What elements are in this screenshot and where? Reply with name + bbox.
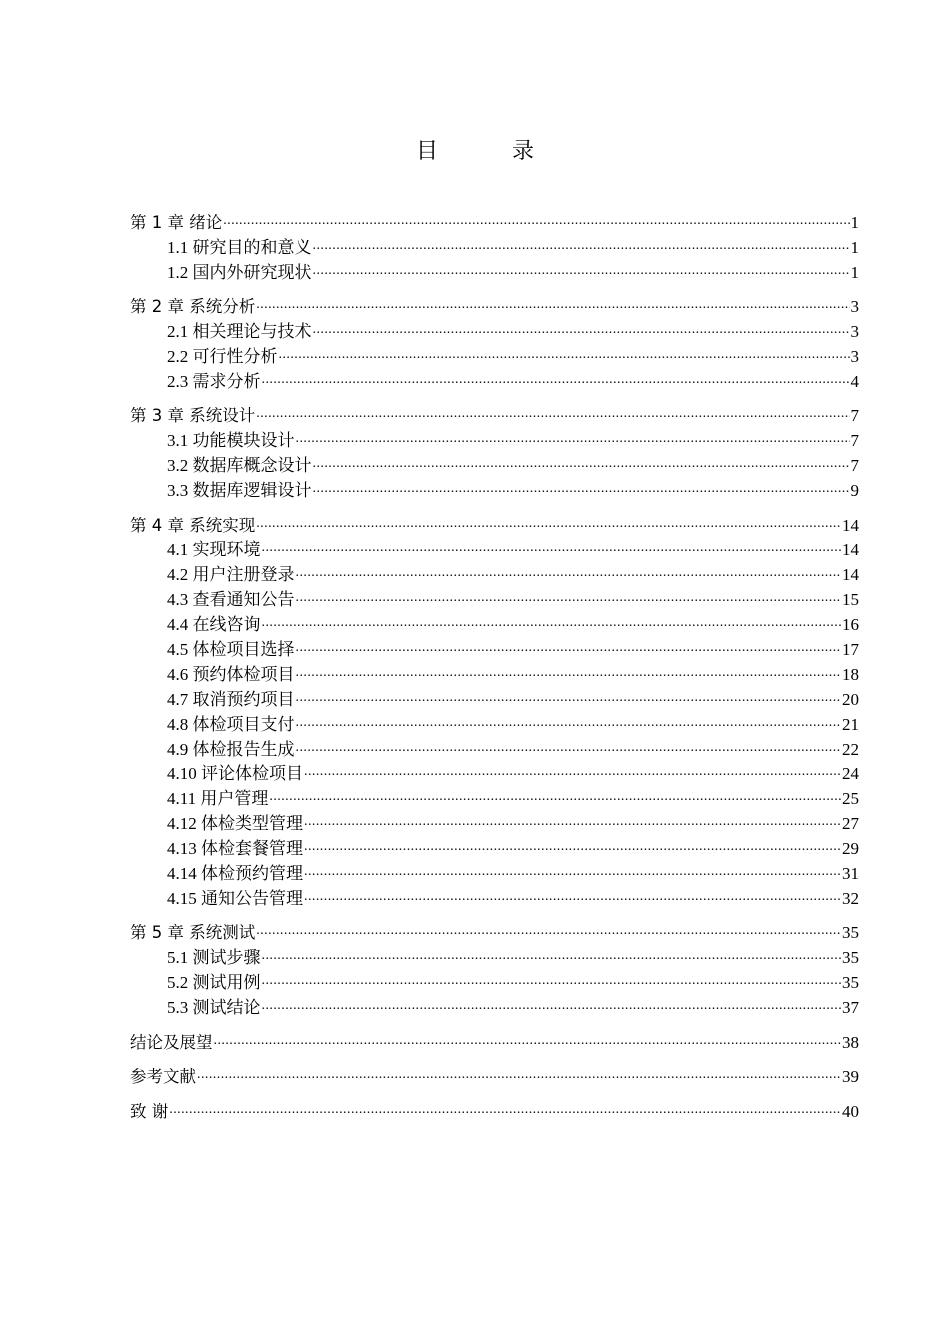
- toc-section-entry[interactable]: [130, 859, 859, 884]
- toc-entry-label: 4.7 取消预约项目: [167, 689, 295, 709]
- toc-chapter-entry[interactable]: [130, 208, 859, 233]
- toc-chapter-entry[interactable]: [130, 1028, 859, 1053]
- dot-leader: [313, 451, 850, 471]
- dot-leader: [262, 943, 842, 963]
- toc-page-number: 27: [842, 814, 859, 834]
- toc-entry-label: 4.8 体检项目支付: [167, 714, 295, 734]
- toc-page-number: 37: [842, 998, 859, 1018]
- dot-leader: [313, 258, 850, 278]
- toc-page-number: 35: [842, 948, 859, 968]
- dot-leader: [262, 367, 850, 387]
- toc-page-number: 3: [850, 322, 859, 342]
- toc-section-entry[interactable]: [130, 635, 859, 660]
- toc-entry-label: 3.2 数据库概念设计: [167, 456, 312, 476]
- toc-page-number: 1: [850, 237, 859, 257]
- toc-page-number: 39: [842, 1067, 859, 1087]
- dot-leader: [304, 884, 841, 904]
- toc-entry-label: 4.9 体检报告生成: [167, 739, 295, 759]
- dot-leader: [262, 993, 842, 1013]
- toc-page-number: 15: [842, 590, 859, 610]
- toc-page-number: 24: [842, 764, 859, 784]
- toc-entry-label: 1.1 研究目的和意义: [167, 237, 312, 257]
- toc-entry-label: 4.10 评论体检项目: [167, 764, 303, 784]
- toc-section-entry[interactable]: [130, 710, 859, 735]
- toc-page-number: 14: [842, 540, 859, 560]
- toc-entry-label: 5.1 测试步骤: [167, 948, 261, 968]
- toc-chapter-entry[interactable]: [130, 511, 859, 536]
- toc-entry-label: 2.3 需求分析: [167, 371, 261, 391]
- toc-entry-label: 4.15 通知公告管理: [167, 888, 303, 908]
- toc-section-entry[interactable]: [130, 834, 859, 859]
- dot-leader: [296, 560, 842, 580]
- toc-entry-label: 4.14 体检预约管理: [167, 864, 303, 884]
- toc-entry-label: 4.1 实现环境: [167, 540, 261, 560]
- toc-page-number: 16: [842, 615, 859, 635]
- dot-leader: [304, 834, 841, 854]
- dot-leader: [296, 426, 850, 446]
- toc-page-number: 35: [842, 923, 859, 943]
- dot-leader: [313, 317, 850, 337]
- table-of-contents: [130, 208, 859, 1121]
- dot-leader: [223, 208, 849, 228]
- toc-entry-label: 4.11 用户管理: [167, 789, 269, 809]
- toc-page-number: 18: [842, 664, 859, 684]
- dot-leader: [304, 809, 841, 829]
- dot-leader: [313, 233, 850, 253]
- toc-chapter-entry[interactable]: [130, 918, 859, 943]
- toc-entry-label: 2.2 可行性分析: [167, 347, 278, 367]
- toc-section-entry[interactable]: [130, 660, 859, 685]
- toc-section-entry[interactable]: [130, 943, 859, 968]
- dot-leader: [256, 511, 841, 531]
- toc-page-number: 1: [850, 262, 859, 282]
- toc-page-number: 31: [842, 864, 859, 884]
- toc-page-number: 29: [842, 839, 859, 859]
- toc-page-number: 32: [842, 888, 859, 908]
- toc-page-number: 25: [842, 789, 859, 809]
- dot-leader: [304, 859, 841, 879]
- toc-page-number: 7: [850, 456, 859, 476]
- toc-page-number: 1: [850, 213, 859, 232]
- toc-section-entry[interactable]: [130, 968, 859, 993]
- dot-leader: [197, 1062, 841, 1082]
- toc-section-entry[interactable]: [130, 258, 859, 283]
- toc-page-number: 3: [850, 347, 859, 367]
- dot-leader: [269, 784, 841, 804]
- toc-section-entry[interactable]: [130, 585, 859, 610]
- toc-entry-label: 3.3 数据库逻辑设计: [167, 481, 312, 501]
- toc-section-entry[interactable]: [130, 451, 859, 476]
- toc-entry-label: 2.1 相关理论与技术: [167, 322, 312, 342]
- dot-leader: [256, 918, 841, 938]
- toc-entry-label: 3.1 功能模块设计: [167, 431, 295, 451]
- toc-chapter-entry[interactable]: [130, 1062, 859, 1087]
- toc-page-number: 35: [842, 973, 859, 993]
- toc-section-entry[interactable]: [130, 784, 859, 809]
- toc-page-number: 21: [842, 714, 859, 734]
- toc-entry-label: 致 谢: [130, 1101, 169, 1121]
- toc-page-number: 22: [842, 739, 859, 759]
- toc-entry-label: 4.5 体检项目选择: [167, 640, 295, 660]
- toc-section-entry[interactable]: [130, 735, 859, 760]
- dot-leader: [256, 401, 849, 421]
- dot-leader: [296, 635, 842, 655]
- dot-leader: [296, 585, 842, 605]
- toc-entry-label: 结论及展望: [130, 1032, 213, 1052]
- toc-page-number: 4: [850, 371, 859, 391]
- toc-page-number: 20: [842, 689, 859, 709]
- toc-entry-label: 4.4 在线咨询: [167, 615, 261, 635]
- toc-entry-label: 第 2 章 系统分析: [130, 297, 256, 317]
- dot-leader: [296, 735, 842, 755]
- toc-page-number: 3: [850, 297, 859, 317]
- toc-chapter-entry[interactable]: [130, 1097, 859, 1122]
- toc-section-entry[interactable]: [130, 993, 859, 1018]
- dot-leader: [169, 1097, 841, 1117]
- toc-chapter-entry[interactable]: [130, 401, 859, 426]
- toc-section-entry[interactable]: [130, 317, 859, 342]
- toc-section-entry[interactable]: [130, 610, 859, 635]
- toc-page-number: 40: [842, 1101, 859, 1121]
- toc-page-number: 14: [842, 565, 859, 585]
- dot-leader: [296, 685, 842, 705]
- toc-page-number: 9: [850, 481, 859, 501]
- dot-leader: [313, 476, 850, 496]
- toc-section-entry[interactable]: [130, 759, 859, 784]
- toc-section-entry[interactable]: [130, 560, 859, 585]
- toc-entry-label: 第 5 章 系统测试: [130, 923, 256, 943]
- dot-leader: [304, 759, 841, 779]
- toc-entry-label: 参考文献: [130, 1067, 196, 1087]
- toc-entry-label: 4.13 体检套餐管理: [167, 839, 303, 859]
- dot-leader: [279, 342, 850, 362]
- dot-leader: [296, 660, 842, 680]
- dot-leader: [256, 292, 849, 312]
- dot-leader: [262, 968, 842, 988]
- toc-page-number: 7: [850, 431, 859, 451]
- toc-section-entry[interactable]: [130, 685, 859, 710]
- dot-leader: [262, 535, 842, 555]
- dot-leader: [214, 1028, 842, 1048]
- toc-entry-label: 4.12 体检类型管理: [167, 814, 303, 834]
- toc-entry-label: 第 4 章 系统实现: [130, 515, 256, 535]
- toc-entry-label: 5.3 测试结论: [167, 998, 261, 1018]
- toc-section-entry[interactable]: [130, 367, 859, 392]
- toc-entry-label: 5.2 测试用例: [167, 973, 261, 993]
- toc-entry-label: 1.2 国内外研究现状: [167, 262, 312, 282]
- toc-page-number: 14: [842, 515, 859, 535]
- page-title: 目 录: [415, 139, 560, 164]
- toc-page-number: 7: [850, 406, 859, 426]
- toc-page-number: 17: [842, 640, 859, 660]
- toc-section-entry[interactable]: [130, 233, 859, 258]
- toc-section-entry[interactable]: [130, 535, 859, 560]
- toc-entry-label: 第 1 章 绪论: [130, 213, 223, 232]
- toc-page-number: 38: [842, 1032, 859, 1052]
- toc-section-entry[interactable]: [130, 342, 859, 367]
- toc-entry-label: 4.6 预约体检项目: [167, 664, 295, 684]
- dot-leader: [296, 710, 842, 730]
- toc-chapter-entry[interactable]: [130, 292, 859, 317]
- toc-section-entry[interactable]: [130, 884, 859, 909]
- toc-entry-label: 4.2 用户注册登录: [167, 565, 295, 585]
- toc-section-entry[interactable]: [130, 426, 859, 451]
- toc-section-entry[interactable]: [130, 476, 859, 501]
- toc-section-entry[interactable]: [130, 809, 859, 834]
- toc-entry-label: 4.3 查看通知公告: [167, 590, 295, 610]
- dot-leader: [262, 610, 842, 630]
- toc-entry-label: 第 3 章 系统设计: [130, 406, 256, 426]
